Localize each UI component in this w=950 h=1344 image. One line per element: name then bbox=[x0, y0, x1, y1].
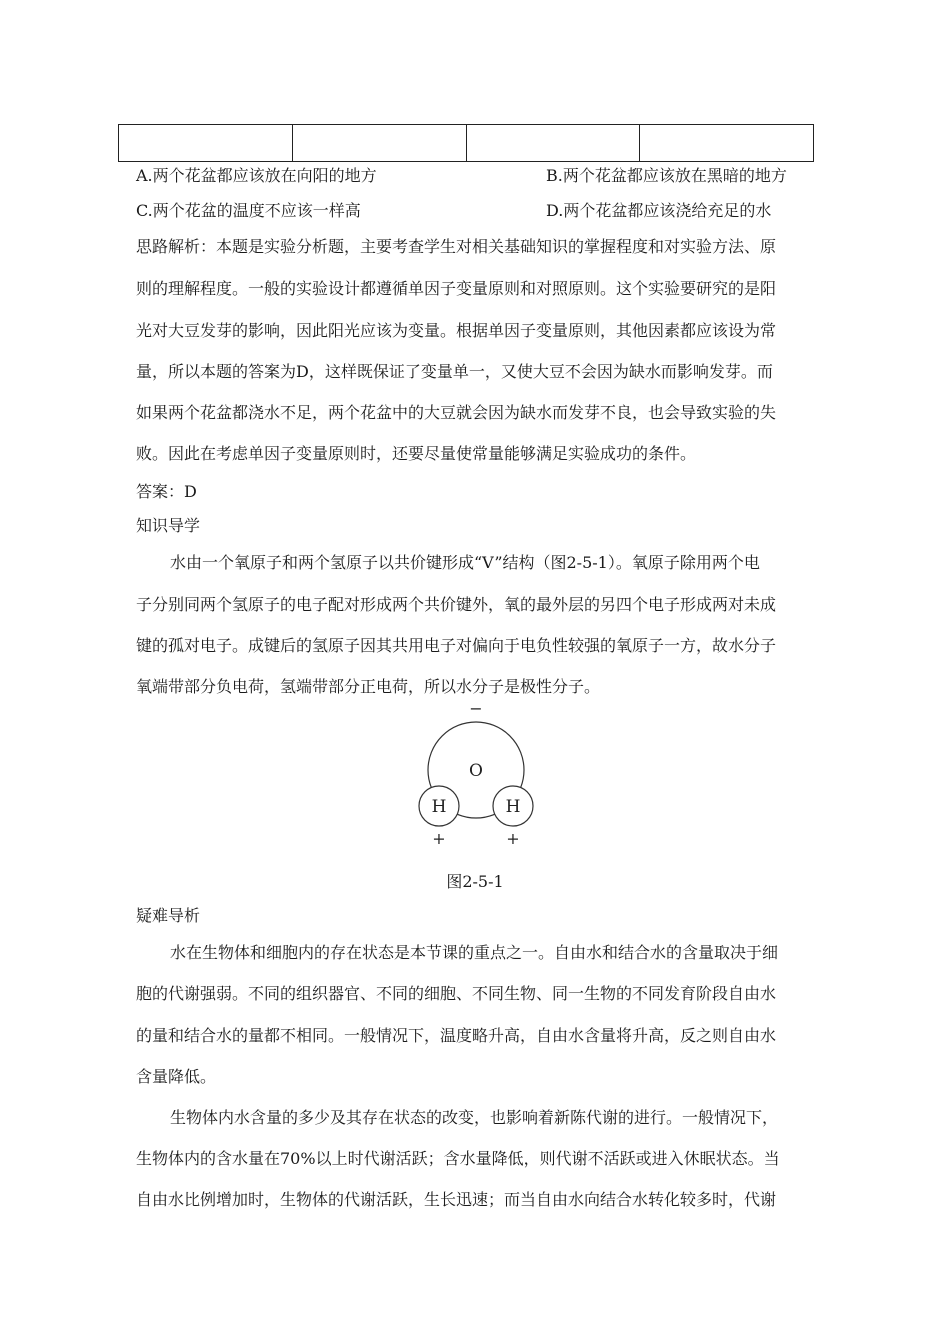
option-d: D.两个花盆都应该浇给充足的水 bbox=[546, 201, 772, 220]
option-c: C.两个花盆的温度不应该一样高 bbox=[136, 201, 361, 220]
table-cell bbox=[640, 125, 814, 162]
analysis-line: 如果两个花盆都浇水不足，两个花盆中的大豆就会因为缺水而发芽不良，也会导致实验的失 bbox=[136, 403, 777, 422]
figure-caption: 图2-5-1 bbox=[446, 872, 504, 891]
analysis-line: 量，所以本题的答案为D，这样既保证了变量单一，又使大豆不会因为缺水而影响发芽。而 bbox=[136, 362, 773, 381]
analysis-line: 光对大豆发芽的影响，因此阳光应该为变量。根据单因子变量原则，其他因素都应该设为常 bbox=[136, 321, 777, 340]
knowledge-line: 子分别同两个氢原子的电子配对形成两个共价键外，氧的最外层的另四个电子形成两对未成 bbox=[136, 595, 777, 614]
difficulty-line: 水在生物体和细胞内的存在状态是本节课的重点之一。自由水和结合水的含量取决于细 bbox=[170, 943, 779, 962]
analysis-line: 思路解析：本题是实验分析题，主要考查学生对相关基础知识的掌握程度和对实验方法、原 bbox=[136, 237, 777, 256]
difficulty-line: 含量降低。 bbox=[136, 1067, 217, 1086]
plus-sign-right: + bbox=[506, 829, 520, 848]
difficulty-line: 自由水比例增加时，生物体的代谢活跃，生长迅速；而当自由水向结合水转化较多时，代谢 bbox=[136, 1190, 777, 1209]
option-a: A.两个花盆都应该放在向阳的地方 bbox=[136, 166, 377, 185]
knowledge-line: 氧端带部分负电荷，氢端带部分正电荷，所以水分子是极性分子。 bbox=[136, 677, 601, 696]
analysis-line: 败。因此在考虑单因子变量原则时，还要尽量使常量能够满足实验成功的条件。 bbox=[136, 444, 697, 463]
option-b: B.两个花盆都应该放在黑暗的地方 bbox=[546, 166, 787, 185]
water-molecule-diagram bbox=[410, 700, 540, 850]
analysis-line: 则的理解程度。一般的实验设计都遵循单因子变量原则和对照原则。这个实验要研究的是阳 bbox=[136, 279, 777, 298]
answer: 答案：D bbox=[136, 482, 197, 501]
difficulty-line: 生物体内的含水量在70%以上时代谢活跃；含水量降低，则代谢不活跃或进入休眠状态。当 bbox=[136, 1149, 780, 1168]
difficulty-line: 胞的代谢强弱。不同的组织器官、不同的细胞、不同生物、同一生物的不同发育阶段自由水 bbox=[136, 984, 777, 1003]
knowledge-line: 键的孤对电子。成键后的氢原子因其共用电子对偏向于电负性较强的氧原子一方，故水分子 bbox=[136, 636, 777, 655]
table-cell bbox=[292, 125, 466, 162]
section-heading-knowledge: 知识导学 bbox=[136, 516, 201, 535]
minus-sign: − bbox=[469, 700, 483, 718]
difficulty-line: 生物体内水含量的多少及其存在状态的改变，也影响着新陈代谢的进行。一般情况下， bbox=[170, 1108, 779, 1127]
table-cell bbox=[466, 125, 640, 162]
table-cell bbox=[119, 125, 293, 162]
plus-sign-left: + bbox=[432, 829, 446, 848]
table-row bbox=[119, 125, 814, 162]
hydrogen-label-right: H bbox=[505, 797, 521, 817]
oxygen-label: O bbox=[469, 761, 483, 781]
hydrogen-label-left: H bbox=[431, 797, 447, 817]
empty-table bbox=[118, 124, 814, 162]
knowledge-line: 水由一个氧原子和两个氢原子以共价键形成“V”结构（图2-5-1）。氧原子除用两个电 bbox=[170, 553, 760, 572]
section-heading-difficulty: 疑难导析 bbox=[136, 906, 201, 925]
difficulty-line: 的量和结合水的量都不相同。一般情况下，温度略升高，自由水含量将升高，反之则自由水 bbox=[136, 1026, 777, 1045]
